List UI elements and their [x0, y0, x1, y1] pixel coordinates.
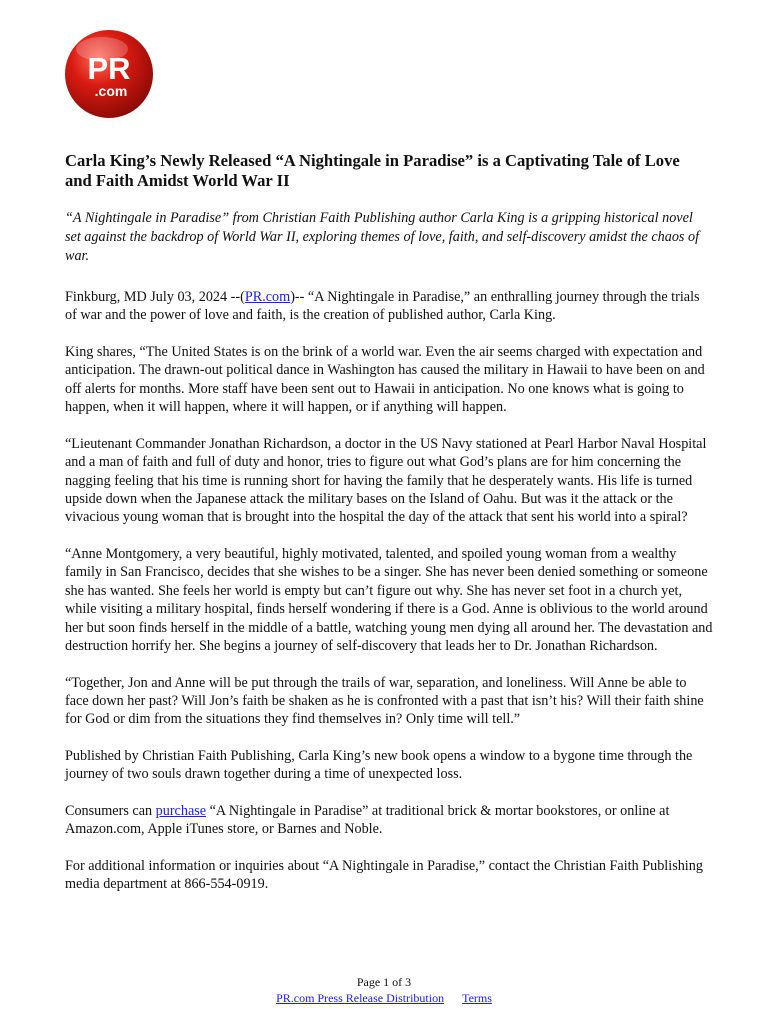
- prcom-logo: [62, 27, 158, 123]
- prcom-logo-image: [62, 27, 158, 123]
- purchase-suffix: “A Nightingale in Paradise” at traditional brick & mortar bookstores, or online at Amazon.com, Apple iTunes store, or Barnes and Noble.: [65, 803, 670, 838]
- page-footer: [0, 974, 768, 1006]
- paragraph-purchase: [65, 802, 713, 839]
- press-release-body: [65, 288, 713, 912]
- terms-link[interactable]: Terms: [462, 991, 492, 1005]
- purchase-prefix: Consumers can: [65, 803, 156, 820]
- dateline-suffix: )-- “A Nightingale in Paradise,” an enthralling journey through the trials of war and the power of love and faith, is the creation of published author, Carla King.: [65, 289, 700, 324]
- paragraph-together: “Together, Jon and Anne will be put through the trails of war, separation, and loneliness. Will Anne be able to face down her past? Will Jon’s faith be shaken as he is confronted with a past that isn’t his? Will their faith shine for God or dim from the situations they find themselves in? Only time will tell.”: [65, 674, 704, 728]
- page-number: Page 1 of 3: [356, 975, 412, 989]
- press-release-summary: “A Nightingale in Paradise” from Christian Faith Publishing author Carla King is a gripping historical novel set against the backdrop of World War II, exploring themes of love, faith, and self-discovery amidst the chaos of war.: [65, 210, 700, 264]
- paragraph-published-by: Published by Christian Faith Publishing, Carla King’s new book opens a window to a bygone time through the journey of two souls drawn together during a time of unexpected loss.: [65, 748, 693, 783]
- paragraph-anne: “Anne Montgomery, a very beautiful, highly motivated, talented, and spoiled young woman from a wealthy family in San Francisco, decides that she wishes to be a singer. She has never been denied something or someone she has wanted. She feels her world is empty but can’t figure out why. She has never set foot in a church yet, while visiting a military hospital, finds herself wondering if there is a God. Anne is oblivious to the world around her but soon finds herself in the middle of a battle, watching young men dying all around her. The devastation and destruction horrify her. She begins a journey of self-discovery that leads her to Dr. Jonathan Richardson.: [65, 546, 713, 655]
- logo-text-com: .com: [94, 83, 128, 99]
- press-release-distribution-link[interactable]: PR.com Press Release Distribution: [276, 991, 445, 1005]
- prcom-link[interactable]: PR.com: [244, 289, 291, 305]
- paragraph-contact: For additional information or inquiries about “A Nightingale in Paradise,” contact the Christian Faith Publishing media department at 866-554-0919.: [65, 858, 703, 893]
- footer-links: [0, 990, 768, 1006]
- dateline-prefix: Finkburg, MD July 03, 2024 --(: [65, 289, 245, 305]
- paragraph-dateline: [65, 288, 713, 325]
- logo-text-pr: PR: [87, 51, 131, 86]
- paragraph-jonathan: “Lieutenant Commander Jonathan Richardson, a doctor in the US Navy stationed at Pearl Harbor Naval Hospital and a man of faith and full of duty and honor, tries to figure out what God’s plans are for him concerning the nagging feeling that his time is running short for having the family that he desperately wants. His life is turned upside down when the Japanese attack the military bases on the Island of Oahu. But was it the attack or the vivacious young woman that is brought into the hospital the day of the attack that sent his world into a spiral?: [65, 435, 707, 526]
- paragraph-quote-intro: King shares, “The United States is on the brink of a world war. Even the air seems charged with expectation and anticipation. The drawn-out political dance in Washington has caused the military in Hawaii to have been on and off alerts for months. More staff have been sent out to Hawaii in anticipation. No one knows what is going to happen, when it will happen, where it will happen, or if anything will happen.: [65, 344, 705, 416]
- purchase-link[interactable]: purchase: [155, 803, 207, 820]
- press-release-title: Carla King’s Newly Released “A Nightingale in Paradise” is a Captivating Tale of Love and Faith Amidst World War II: [65, 151, 680, 190]
